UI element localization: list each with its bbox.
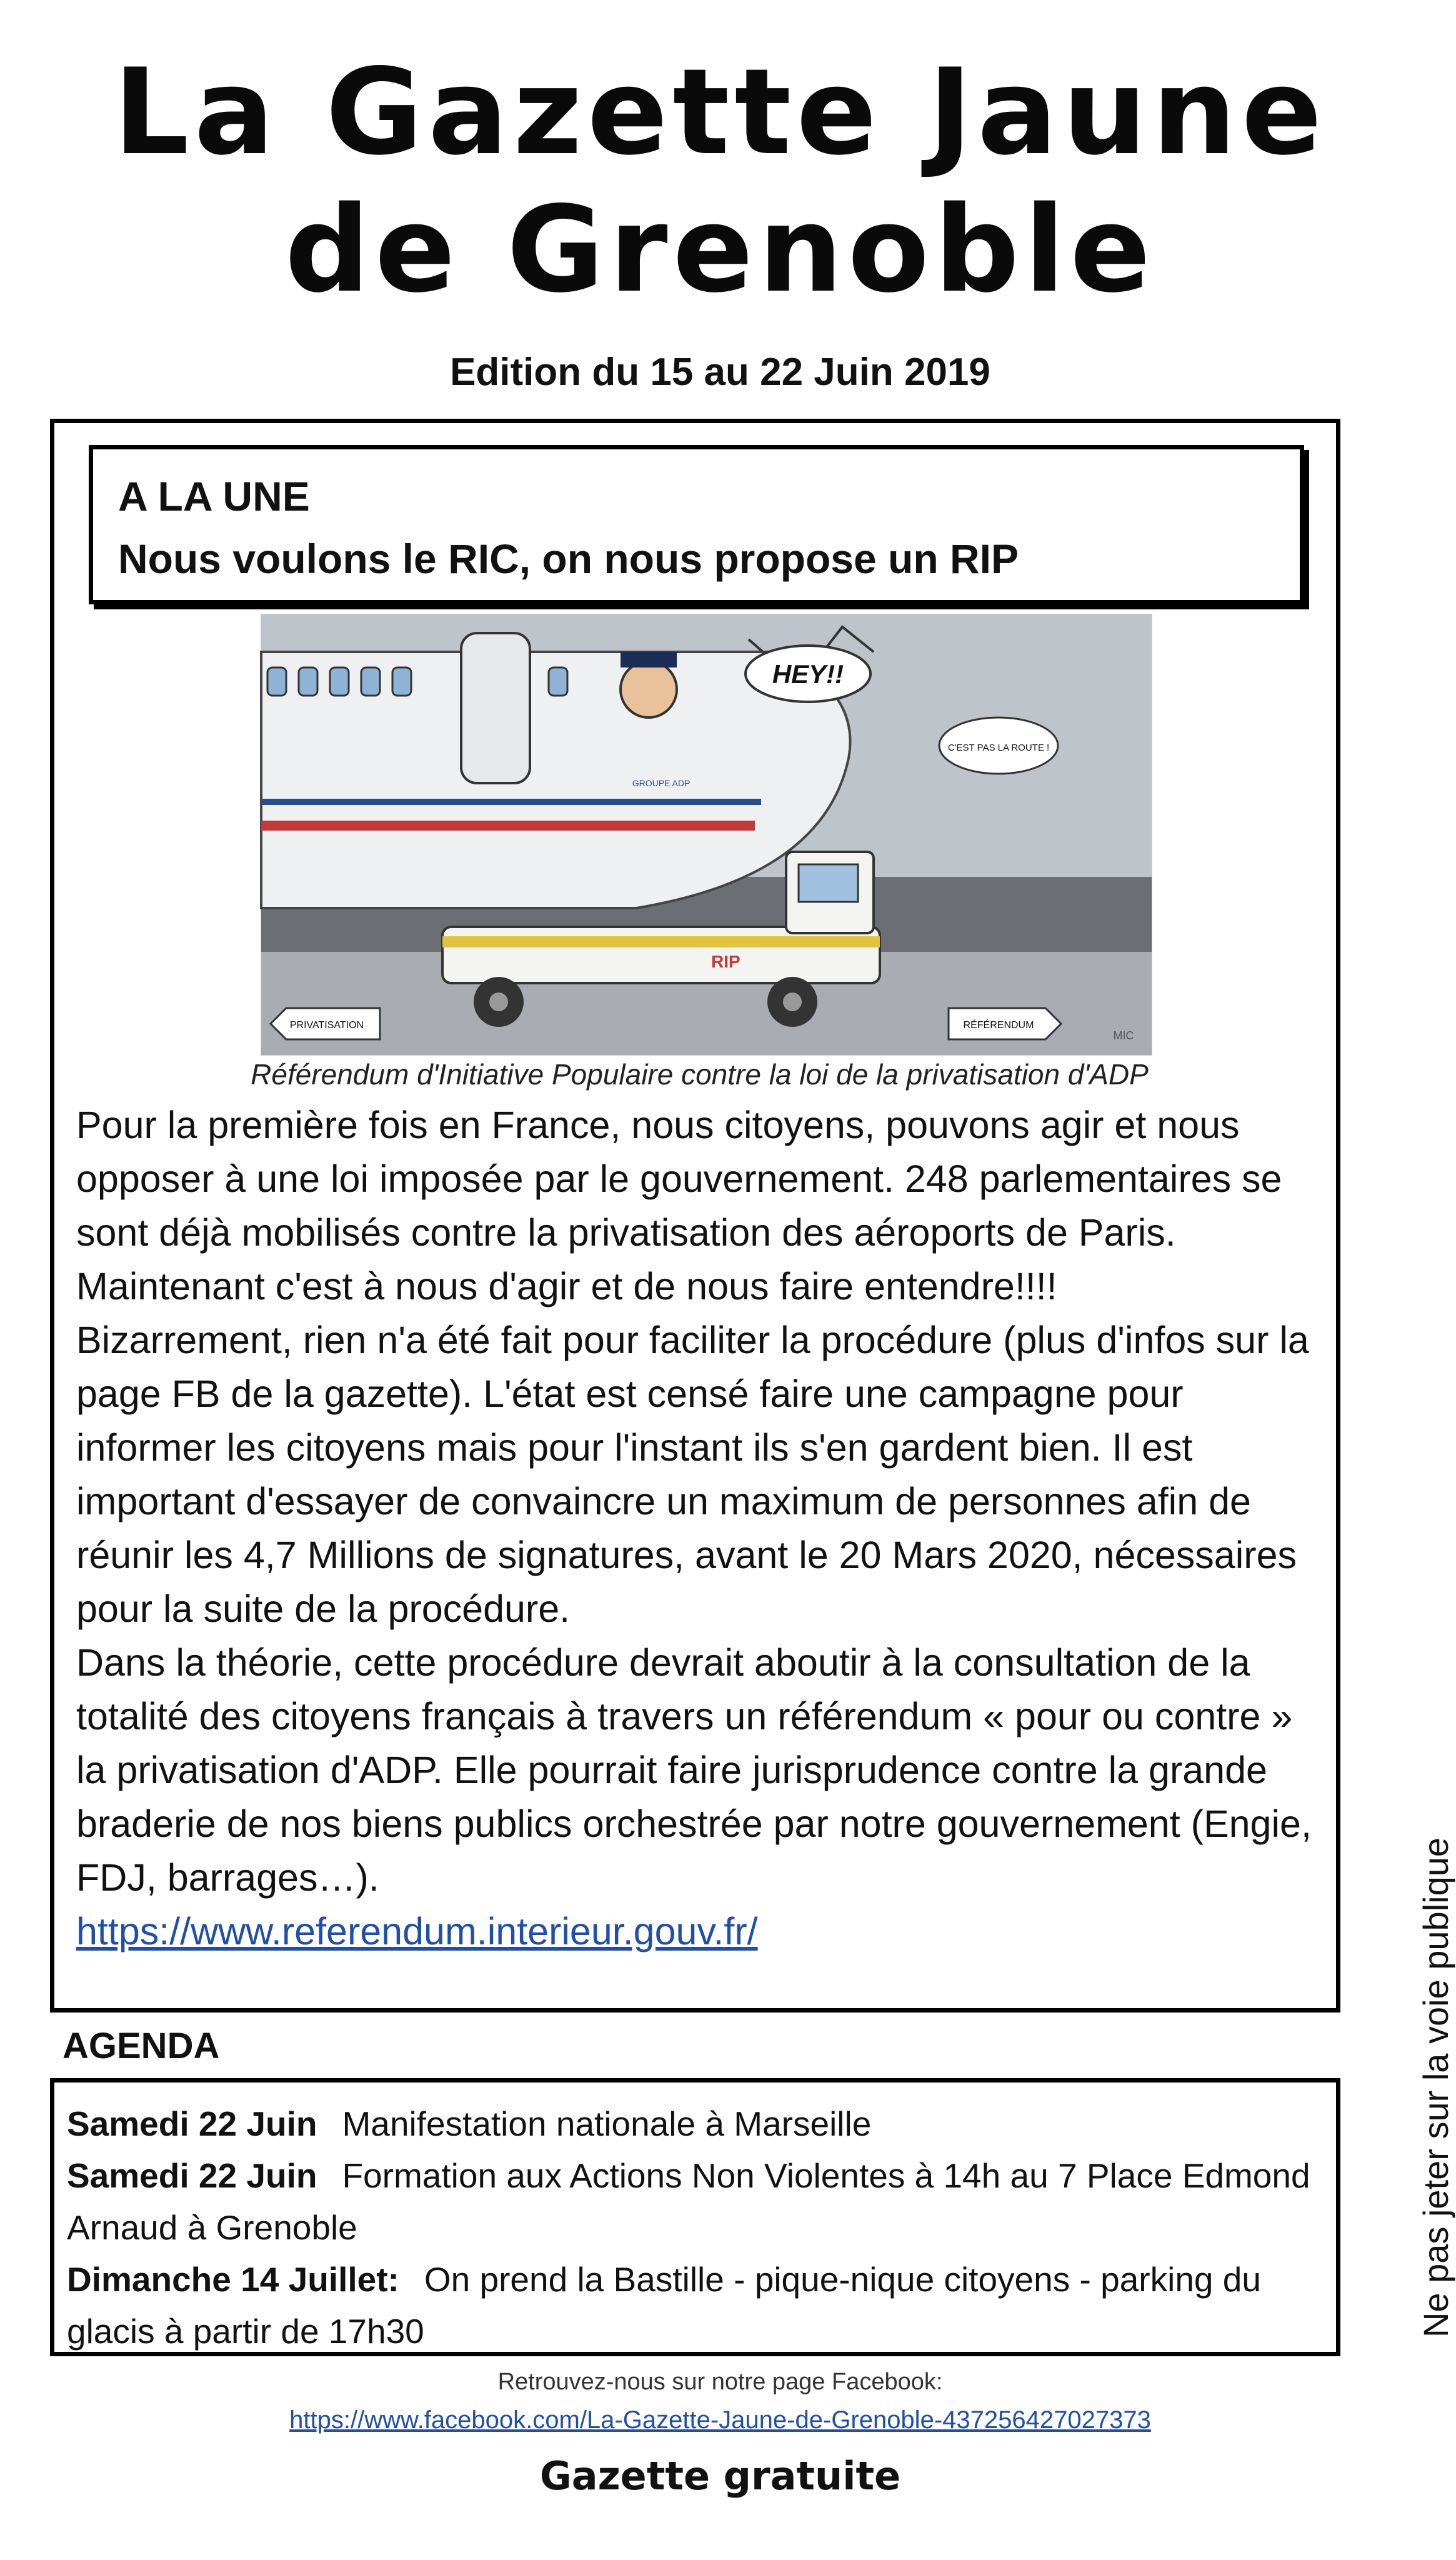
agenda-item-text: On prend la Bastille - pique-nique citoyens - parking du glacis à partir de 17h30 — [67, 2260, 1261, 2351]
speech-bubble-small: C'EST PAS LA ROUTE ! — [947, 742, 1050, 753]
facebook-link-row — [0, 2406, 1440, 2434]
main-article — [50, 419, 1340, 2012]
agenda-item-date: Samedi 22 Juin — [67, 2104, 317, 2143]
truck-label: RIP — [711, 952, 740, 971]
agenda-item-text: Manifestation nationale à Marseille — [342, 2104, 872, 2143]
sign-left: PRIVATISATION — [289, 1020, 364, 1031]
agenda-item — [67, 2254, 1324, 2358]
agenda-title: AGENDA — [62, 2026, 220, 2066]
cartoon-illustration — [261, 614, 1152, 1056]
masthead — [0, 44, 1440, 319]
edition-date: Edition du 15 au 22 Juin 2019 — [450, 351, 990, 394]
illustration-caption: Référendum d'Initiative Populaire contre la loi de la privatisation d'ADP — [251, 1058, 1149, 1091]
sign-right: RÉFÉRENDUM — [963, 1020, 1034, 1031]
facebook-link[interactable]: https://www.facebook.com/La-Gazette-Jaune-de-Grenoble-437256427027373 — [289, 2406, 1151, 2434]
headline-box — [89, 445, 1304, 604]
facebook-intro: Retrouvez-nous sur notre page Facebook: — [497, 2369, 943, 2395]
body-paragraph: Dans la théorie, cette procédure devrait aboutir à la consultation de la totalité des citoyens français à travers un référendum « pour ou contre » la privatisation d'ADP. Elle pourrait faire jurisprudence contre la grande braderie de nos biens publics orchestrée par notre gouvernement (Engie, FDJ, barrages…). — [76, 1641, 1312, 1899]
masthead-line-2: de Grenoble — [284, 181, 1156, 319]
speech-bubble-big: HEY!! — [772, 659, 844, 689]
free-label: Gazette gratuite — [539, 2453, 901, 2499]
referendum-link[interactable]: https://www.referendum.interieur.gouv.fr/ — [76, 1910, 758, 1952]
plane-label: GROUPE ADP — [632, 778, 691, 788]
body-paragraph: Pour la première fois en France, nous citoyens, pouvons agir et nous opposer à une loi imposée par le gouvernement. 248 parlementaires se sont déjà mobilisés contre la privatisation des aéroports de Paris. — [76, 1104, 1282, 1254]
agenda-item-text: Formation aux Actions Non Violentes à 14h au 7 Place Edmond Arnaud à Grenoble — [67, 2156, 1310, 2247]
agenda-item — [67, 2098, 1324, 2150]
cartoonist-signature: MIC — [1113, 1029, 1134, 1042]
agenda-item-date: Samedi 22 Juin — [67, 2156, 317, 2195]
agenda-item — [67, 2150, 1324, 2254]
masthead-line-1: La Gazette Jaune — [113, 43, 1327, 181]
vertical-note: Ne pas jeter sur la voie publique — [1416, 1837, 1455, 2338]
agenda-item-date: Dimanche 14 Juillet: — [67, 2260, 399, 2299]
article-body — [76, 1098, 1326, 1958]
headline-kicker: A LA UNE — [118, 473, 310, 519]
agenda-box — [50, 2078, 1340, 2356]
headline-title: Nous voulons le RIC, on nous propose un RIP — [118, 536, 1019, 582]
body-paragraph: Maintenant c'est à nous d'agir et de nous faire entendre!!!! — [76, 1265, 1057, 1308]
body-paragraph: Bizarrement, rien n'a été fait pour faciliter la procédure (plus d'infos sur la page FB de la gazette). L'état est censé faire une campagne pour informer les citoyens mais pour l'instant ils s'en gardent bien. Il est important d'essayer de convaincre un maximum de personnes afin de réunir les 4,7 Millions de signatures, avant le 20 Mars 2020, nécessaires pour la suite de la procédure. — [76, 1319, 1309, 1630]
